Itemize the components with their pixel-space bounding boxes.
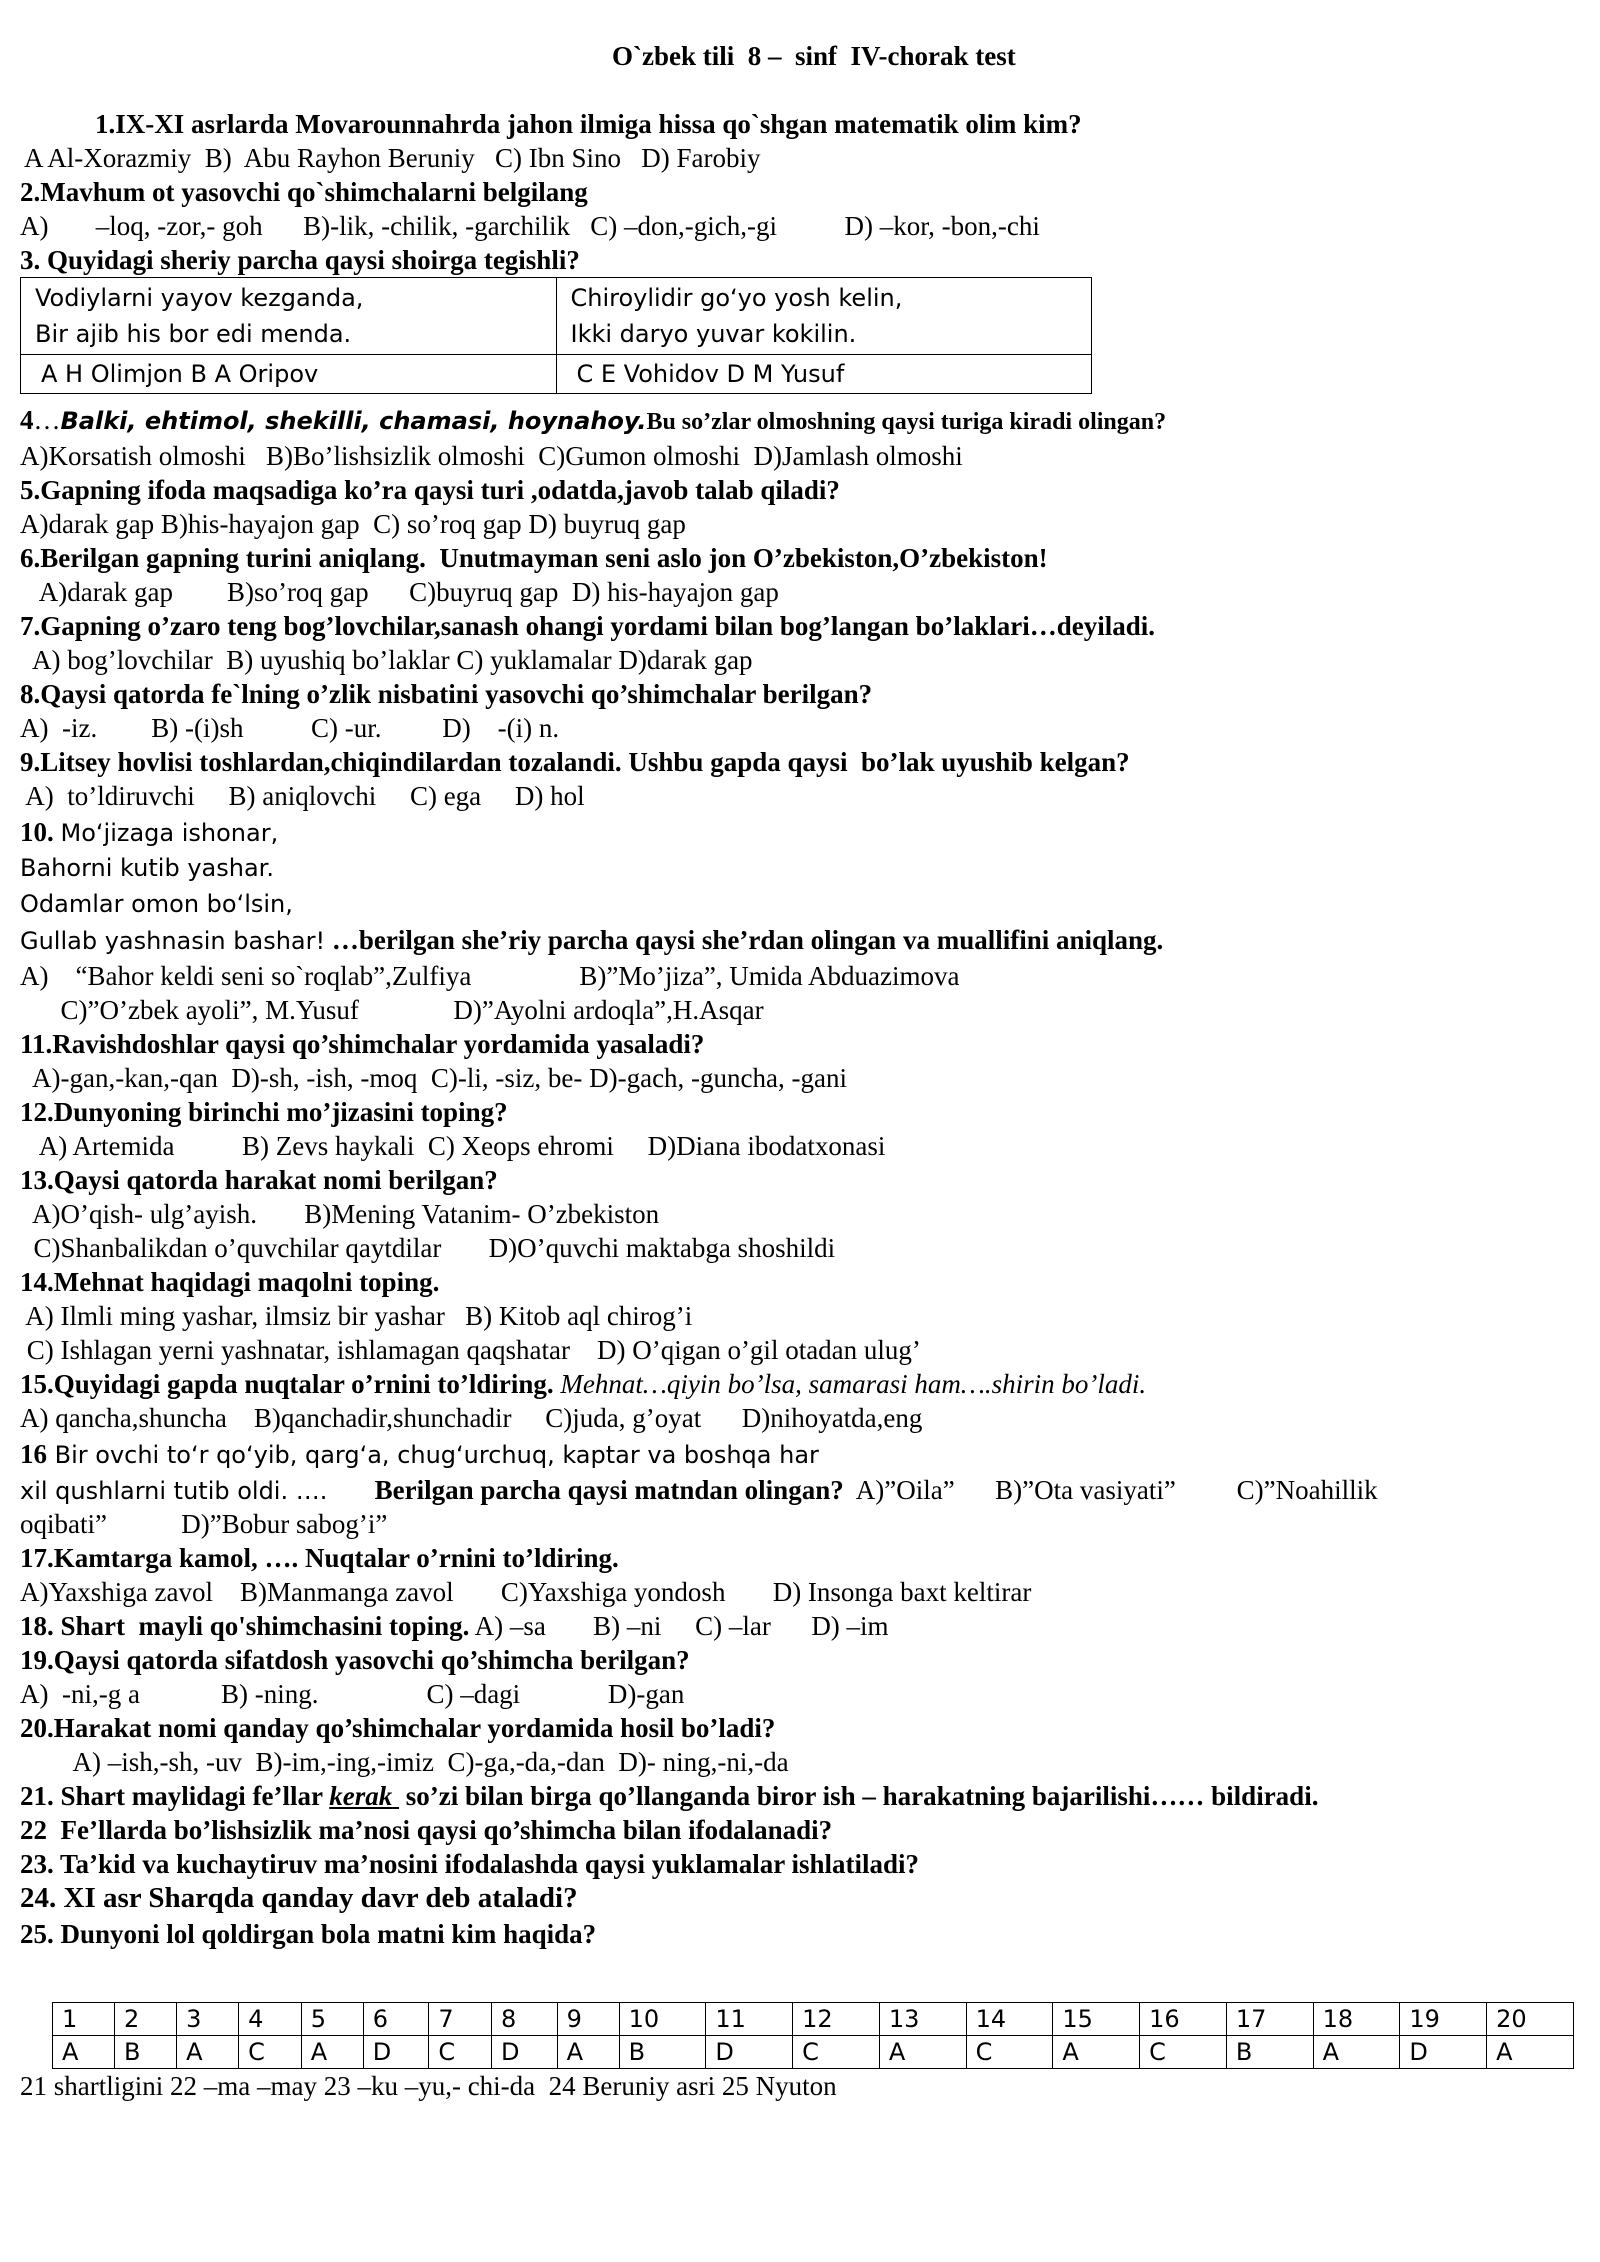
poem-left-cell: [21, 278, 557, 355]
question-13: 13.Qaysi qatorda harakat nomi berilgan?: [20, 1165, 498, 1195]
answer-key-letter: C: [239, 2036, 302, 2069]
question-10-number: 10.: [20, 817, 54, 847]
answer-key-number: 3: [177, 2003, 239, 2036]
answer-key-letter: A: [301, 2036, 363, 2069]
answer-key-letters-row: [53, 2036, 1574, 2069]
answers-19: A) -ni,-g a B) -ning. C) –dagi D)-gan: [20, 1679, 685, 1709]
poem-right-line: Chiroylidir go‘yo yosh kelin,: [570, 284, 903, 312]
answer-key-number: 11: [706, 2003, 793, 2036]
poem-options-right: C E Vohidov D M Yusuf: [556, 355, 1092, 394]
answer-key-number: 15: [1053, 2003, 1140, 2036]
question-10-text: …berilgan she’riy parcha qaysi she’rdan olingan va muallifini aniqlang.: [325, 925, 1164, 955]
question-16-excerpt: xil qushlarni tutib oldi. ….: [20, 1477, 328, 1505]
answers-20: A) –ish,-sh, -uv B)-im,-ing,-imiz C)-ga,-da,-dan D)- ning,-ni,-da: [20, 1747, 789, 1777]
answer-key-number: 9: [557, 2003, 619, 2036]
question-16-line-1: [20, 1438, 819, 1472]
answer-key-letter: A: [557, 2036, 619, 2069]
question-7: 7.Gapning o’zaro teng bog’lovchilar,sanash ohangi yordami bilan bog’langan bo’laklari…deyiladi.: [20, 611, 1155, 641]
answer-key-number: 16: [1140, 2003, 1227, 2036]
answers-14-row-1: A) Ilmli ming yashar, ilmsiz bir yashar B) Kitob aql chirog’i: [20, 1301, 693, 1331]
answers-18: A) –sa B) –ni C) –lar D) –im: [469, 1611, 889, 1641]
poem-left-line: Bir ajib his bor edi menda.: [35, 320, 352, 348]
answers-7: A) bog’lovchilar B) uyushiq bo’laklar C) yuklamalar D)darak gap: [20, 645, 753, 675]
question-19: 19.Qaysi qatorda sifatdosh yasovchi qo’shimcha berilgan?: [20, 1645, 690, 1675]
question-21-keyword: kerak: [329, 1781, 399, 1811]
answer-key-letter: D: [363, 2036, 429, 2069]
answer-key-letter: B: [115, 2036, 177, 2069]
answer-key-letter: A: [879, 2036, 966, 2069]
answer-key-letter: A: [177, 2036, 239, 2069]
answers-13-row-1: A)O’qish- ulg’ayish. B)Mening Vatanim- O’zbekiston: [20, 1199, 660, 1229]
answer-key-number: 7: [429, 2003, 492, 2036]
question-8: 8.Qaysi qatorda fe`lning o’zlik nisbatini yasovchi qo’shimchalar berilgan?: [20, 679, 873, 709]
question-23: 23. Ta’kid va kuchaytiruv ma’nosini ifodalashda qaysi yuklamalar ishlatiladi?: [20, 1849, 920, 1879]
answers-9: A) to’ldiruvchi B) aniqlovchi C) ega D) hol: [20, 781, 585, 811]
answer-key-number: 1: [53, 2003, 115, 2036]
question-4-words: Balki, ehtimol, shekilli, chamasi, hoynahoy.: [60, 407, 647, 435]
answer-key-number: 18: [1313, 2003, 1400, 2036]
answer-key-number: 14: [966, 2003, 1053, 2036]
question-12: 12.Dunyoning birinchi mo’jizasini toping?: [20, 1097, 508, 1127]
poem-line: Gullab yashnasin bashar!: [20, 927, 326, 955]
answer-key-letter: B: [1226, 2036, 1313, 2069]
answer-key-number: 17: [1226, 2003, 1313, 2036]
answer-key-letter: A: [1053, 2036, 1140, 2069]
question-3: 3. Quyidagi sheriy parcha qaysi shoirga tegishli?: [20, 245, 580, 275]
footer-answers: 21 shartligini 22 –ma –may 23 –ku –yu,- chi-da 24 Beruniy asri 25 Nyuton: [20, 2071, 837, 2101]
poem-line: Odamlar omon bo‘lsin,: [20, 890, 293, 918]
answer-key-table: [52, 2002, 1574, 2069]
answers-15: A) qancha,shuncha B)qanchadir,shunchadir C)juda, g’oyat D)nihoyatda,eng: [20, 1403, 923, 1433]
poem-line: Bahorni kutib yashar.: [20, 854, 274, 882]
question-14: 14.Mehnat haqidagi maqolni toping.: [20, 1267, 440, 1297]
question-10-line-1: [20, 816, 278, 850]
question-21-post: so’zi bilan birga qo’llanganda biror ish – harakatning bajarilishi…… bildiradi.: [398, 1781, 1319, 1811]
answers-11: A)-gan,-kan,-qan D)-sh, -ish, -moq C)-li, -siz, be- D)-gach, -guncha, -gani: [20, 1063, 847, 1093]
answer-key-number: 2: [115, 2003, 177, 2036]
question-2: 2.Mavhum ot yasovchi qo`shimchalarni belgilang: [20, 177, 588, 207]
answers-6: A)darak gap B)so’roq gap C)buyruq gap D) his-hayajon gap: [20, 577, 779, 607]
page-title: O`zbek tili 8 – sinf IV-chorak test: [612, 41, 1016, 71]
answer-key-numbers-row: [53, 2003, 1574, 2036]
answers-17: A)Yaxshiga zavol B)Manmanga zavol C)Yaxshiga yondosh D) Insonga baxt keltirar: [20, 1577, 1032, 1607]
answer-key-letter: A: [1313, 2036, 1400, 2069]
answers-13-row-2: C)Shanbalikdan o’quvchilar qaytdilar D)O’quvchi maktabga shoshildi: [20, 1233, 836, 1263]
poem-options-left: A H Olimjon B A Oripov: [21, 355, 557, 394]
question-15-text: 15.Quyidagi gapda nuqtalar o’rnini to’ldiring.: [20, 1369, 554, 1399]
answers-16-row-2: oqibati” D)”Bobur sabog’i”: [20, 1509, 388, 1539]
question-20: 20.Harakat nomi qanday qo’shimchalar yordamida hosil bo’ladi?: [20, 1713, 776, 1743]
question-24: 24. XI asr Sharqda qanday davr deb ataladi?: [20, 1882, 578, 1914]
answers-10-row-2: C)”O’zbek ayoli”, M.Yusuf D)”Ayolni ardoqla”,H.Asqar: [20, 995, 764, 1025]
question-22: 22 Fe’llarda bo’lishsizlik ma’nosi qaysi qo’shimcha bilan ifodalanadi?: [20, 1815, 833, 1845]
question-9: 9.Litsey hovlisi toshlardan,chiqindilardan tozalandi. Ushbu gapda qaysi bo’lak uyushib kelgan?: [20, 747, 1130, 777]
question-1: 1.IX-XI asrlarda Movarounnahrda jahon ilmiga hissa qo`shgan matematik olim kim?: [95, 109, 1082, 139]
answers-12: A) Artemida B) Zevs haykali C) Xeops ehromi D)Diana ibodatxonasi: [20, 1131, 886, 1161]
answer-key-number: 19: [1400, 2003, 1487, 2036]
answer-key-letter: A: [53, 2036, 115, 2069]
poem-right-line: Ikki daryo yuvar kokilin.: [570, 320, 857, 348]
answer-key-letter: C: [1140, 2036, 1227, 2069]
poem-right-cell: [556, 278, 1092, 355]
question-11: 11.Ravishdoshlar qaysi qo’shimchalar yordamida yasaladi?: [20, 1029, 705, 1059]
question-16-number: 16: [20, 1439, 47, 1469]
question-18: [20, 1610, 889, 1643]
answers-10-row-1: A) “Bahor keldi seni so`roqlab”,Zulfiya B)”Mo’jiza”, Umida Abduazimova: [20, 961, 960, 991]
answers-4: A)Korsatish olmoshi B)Bo’lishsizlik olmoshi C)Gumon olmoshi D)Jamlash olmoshi: [20, 441, 963, 471]
answer-key-number: 10: [619, 2003, 706, 2036]
answer-key-number: 8: [491, 2003, 557, 2036]
answer-key-letter: D: [491, 2036, 557, 2069]
answer-key-number: 20: [1487, 2003, 1574, 2036]
question-16-text: Berilgan parcha qaysi matndan olingan?: [327, 1475, 844, 1505]
question-4: [20, 404, 1166, 439]
question-25: 25. Dunyoni lol qoldirgan bola matni kim haqida?: [20, 1919, 597, 1949]
question-21: [20, 1780, 1318, 1813]
question-15-sample: Mehnat…qiyin bo’lsa, samarasi ham….shirin bo’ladi.: [553, 1369, 1147, 1399]
answers-5: A)darak gap B)his-hayajon gap C) so’roq gap D) buyruq gap: [20, 509, 686, 539]
question-5: 5.Gapning ifoda maqsadiga ko’ra qaysi turi ,odatda,javob talab qiladi?: [20, 475, 840, 505]
question-4-text: Bu so’zlar olmoshning qaysi turiga kiradi olingan?: [646, 409, 1167, 435]
answer-key-letter: B: [619, 2036, 706, 2069]
poem-left-line: Vodiylarni yayov kezganda,: [35, 284, 364, 312]
poem-line: Mo‘jizaga ishonar,: [60, 819, 279, 847]
answer-key-letter: D: [1400, 2036, 1487, 2069]
question-16-excerpt: Bir ovchi to‘r qo‘yib, qarg‘a, chug‘urchuq, kaptar va boshqa har: [47, 1441, 819, 1469]
question-16-line-2: [20, 1474, 1378, 1508]
question-4-number: 4: [20, 405, 34, 435]
question-4-dots: …: [33, 405, 61, 435]
answer-key-letter: A: [1487, 2036, 1574, 2069]
answer-key-number: 4: [239, 2003, 302, 2036]
question-10-line-4: [20, 924, 1163, 958]
answer-key-number: 5: [301, 2003, 363, 2036]
question-21-pre: 21. Shart maylidagi fe’llar: [20, 1781, 330, 1811]
answer-key-letter: D: [706, 2036, 793, 2069]
answers-2: A) –loq, -zor,- goh B)-lik, -chilik, -garchilik C) –don,-gich,-gi D) –kor, -bon,-chi: [20, 211, 1040, 241]
question-6: 6.Berilgan gapning turini aniqlang. Unutmayman seni aslo jon O’zbekiston,O’zbekiston!: [20, 543, 1048, 573]
question-15: [20, 1368, 1146, 1401]
answer-key-number: 6: [363, 2003, 429, 2036]
answer-key-number: 12: [793, 2003, 880, 2036]
answers-8: A) -iz. B) -(i)sh C) -ur. D) -(i) n.: [20, 713, 560, 743]
poem-table: [20, 277, 1092, 394]
answers-16-row-1: A)”Oila” B)”Ota vasiyati” C)”Noahillik: [843, 1475, 1378, 1505]
question-18-text: 18. Shart mayli qo'shimchasini toping.: [20, 1611, 470, 1641]
answer-key-letter: C: [793, 2036, 880, 2069]
answer-key-number: 13: [879, 2003, 966, 2036]
question-17: 17.Kamtarga kamol, …. Nuqtalar o’rnini to’ldiring.: [20, 1543, 619, 1573]
answers-14-row-2: C) Ishlagan yerni yashnatar, ishlamagan qaqshatar D) O’qigan o’gil otadan ulug’: [20, 1335, 921, 1365]
answer-key-letter: C: [429, 2036, 492, 2069]
answer-key-letter: C: [966, 2036, 1053, 2069]
answers-1: A Al-Xorazmiy B) Abu Rayhon Beruniy C) Ibn Sino D) Farobiy: [24, 143, 761, 173]
